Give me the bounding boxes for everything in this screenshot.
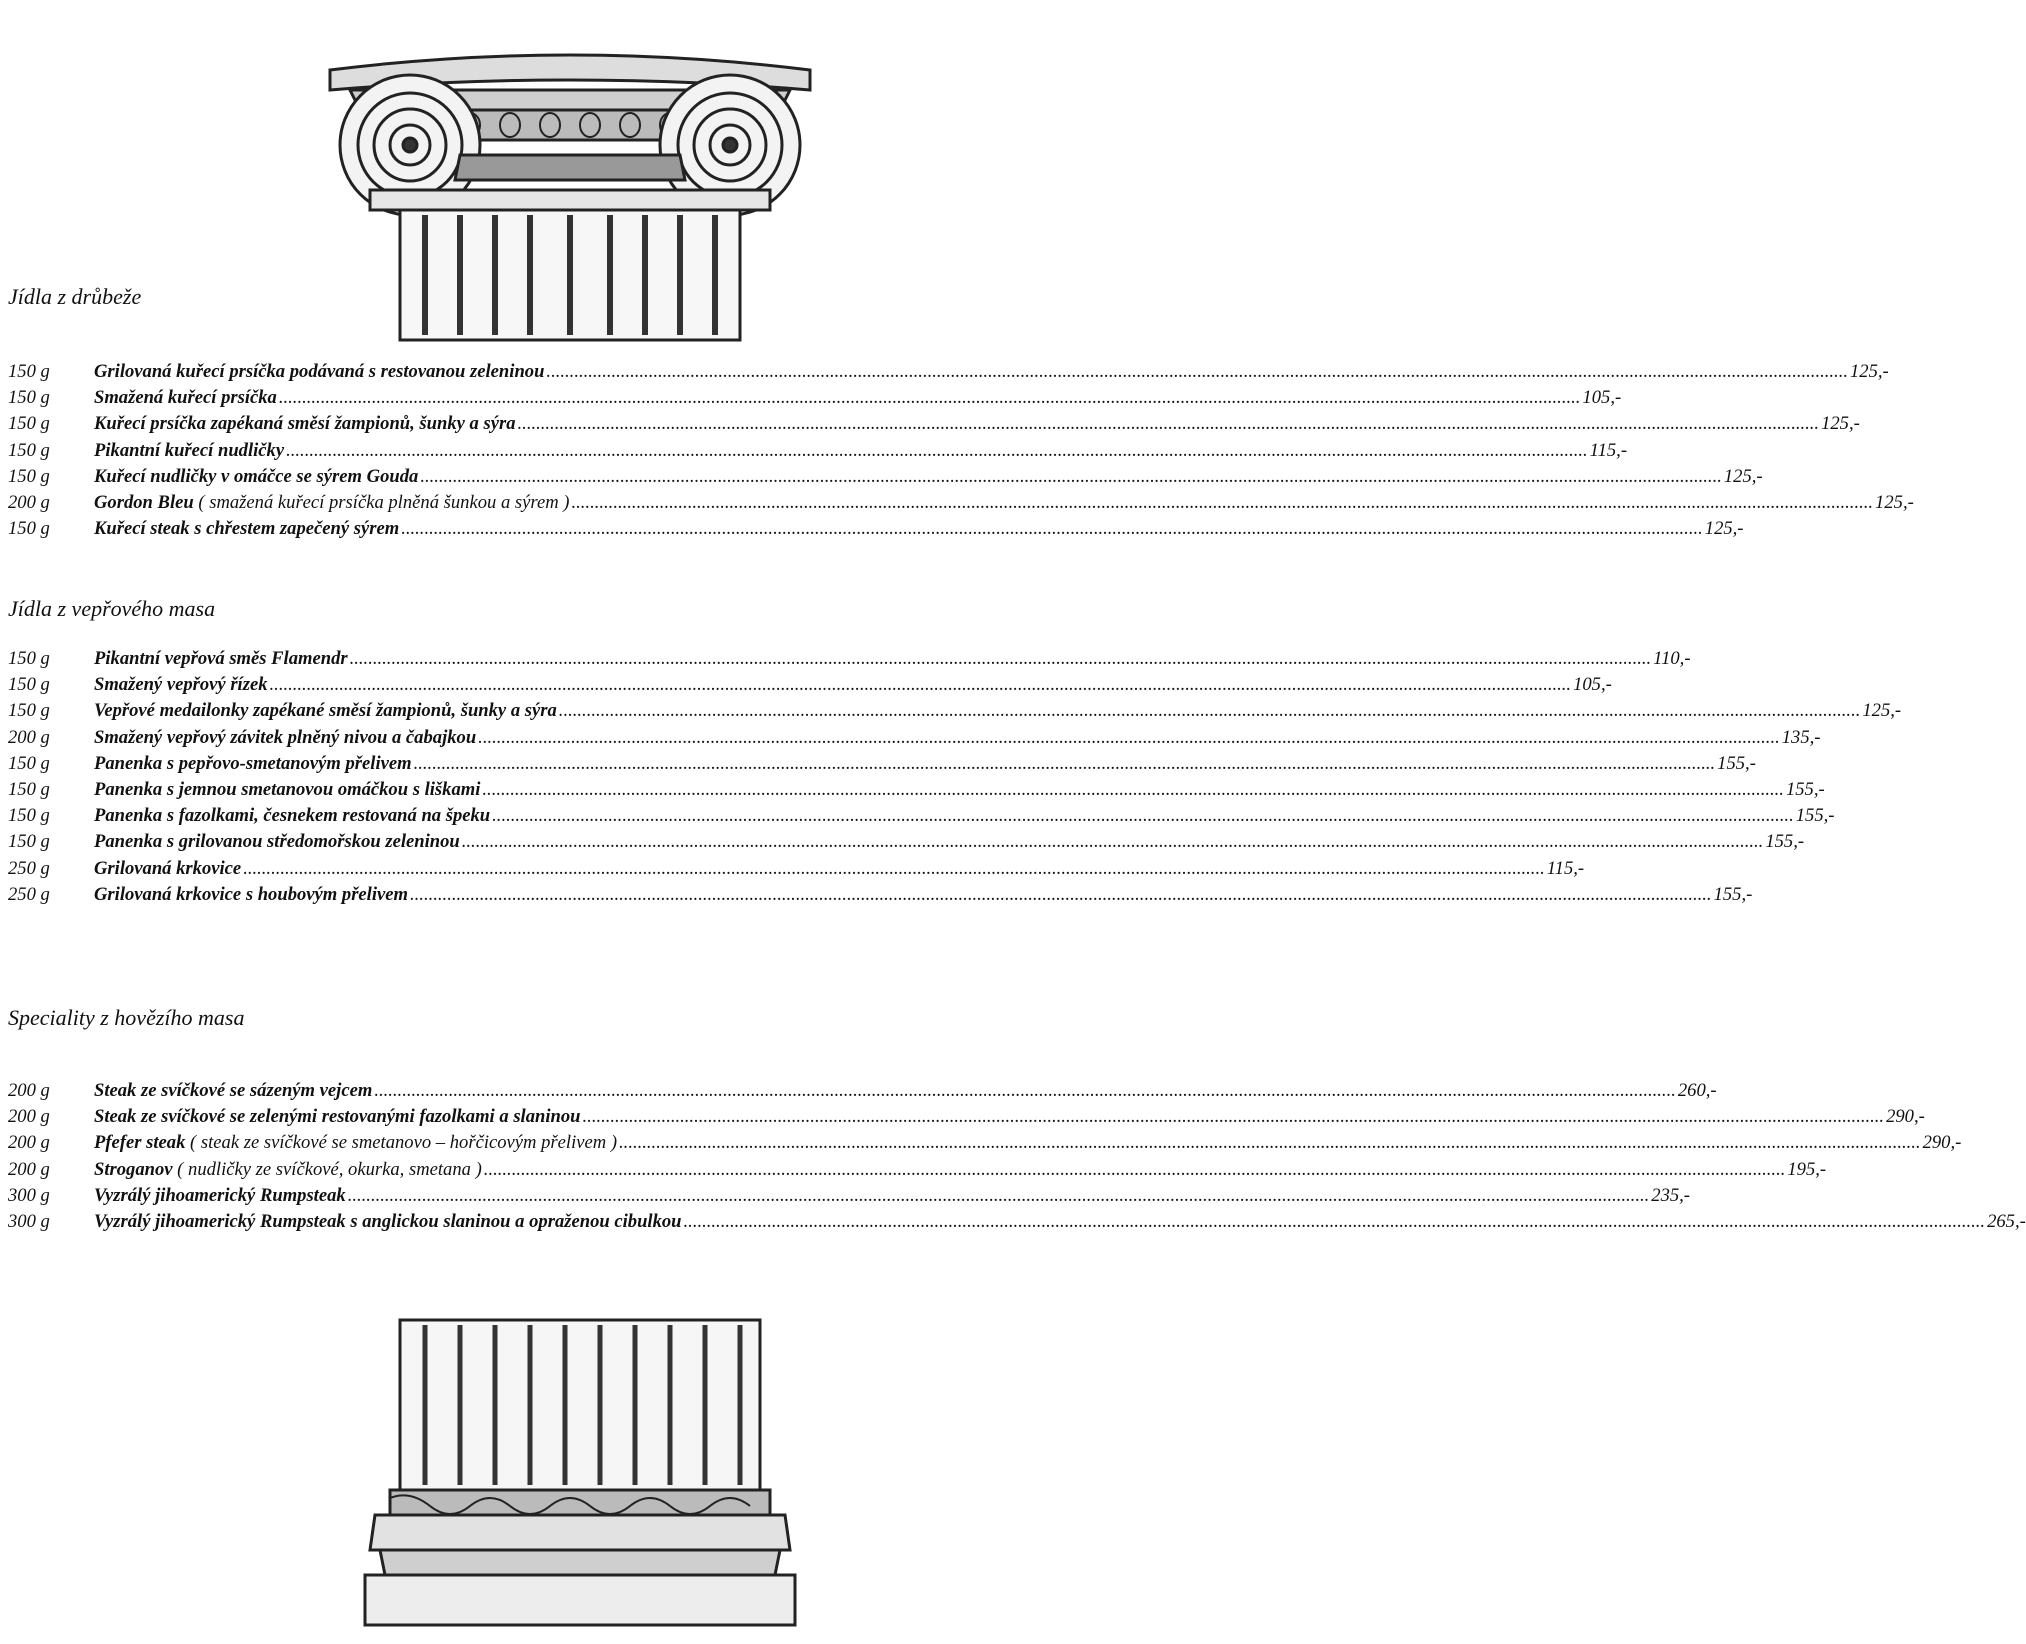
item-price: 125,- [1723, 465, 1763, 487]
item-price: 195,- [1787, 1158, 1827, 1180]
item-weight: 200 g [8, 726, 50, 748]
item-price: 155,- [1795, 805, 1835, 827]
item-price: 125,- [1875, 491, 1914, 513]
menu-item [8, 413, 1860, 439]
item-weight: 200 g [8, 1158, 50, 1180]
item-price: 290,- [1922, 1132, 1962, 1154]
item-name: Kuřecí prsíčka zapékaná směsí žampionů, šunky a sýra [94, 413, 516, 435]
item-name: Smažený vepřový řízek [94, 674, 268, 696]
dot-leader [684, 1211, 1986, 1233]
menu-list-pork [8, 648, 1902, 910]
item-weight: 200 g [8, 491, 50, 513]
item-name: Grilovaná krkovice [94, 857, 242, 879]
item-price: 155,- [1717, 752, 1756, 774]
item-weight: 200 g [8, 1132, 50, 1154]
dot-leader [478, 727, 1780, 749]
menu-item [8, 648, 1691, 674]
item-weight: 200 g [8, 1080, 50, 1101]
menu-item [8, 518, 1744, 544]
dot-leader [401, 518, 1703, 540]
item-price: 125,- [1862, 700, 1902, 722]
dot-leader [286, 440, 1588, 462]
item-weight: 150 g [8, 674, 50, 696]
dot-leader [410, 884, 1712, 906]
item-name: Panenka s jemnou smetanovou omáčkou s liškami [94, 778, 481, 800]
item-weight: 150 g [8, 805, 50, 827]
item-name: Panenka s grilovanou středomořskou zeleninou [94, 831, 460, 853]
item-price: 125,- [1704, 518, 1744, 540]
section-title-pork: Jídla z vepřového masa [8, 596, 216, 621]
menu-item [8, 465, 1763, 492]
ionic-capital-illustration [310, 30, 830, 350]
item-name: Steak ze svíčkové se zelenými restovanými fazolkami a slaninou [94, 1106, 581, 1128]
item-name: Grilovaná kuřecí prsíčka podávaná s restovanou zeleninou [94, 361, 545, 382]
item-name: Steak ze svíčkové se sázeným vejcem [94, 1080, 373, 1101]
menu-item [8, 439, 1628, 466]
menu-item [8, 1106, 1925, 1132]
section-title-poultry: Jídla z drůbeže [8, 284, 142, 309]
menu-item [8, 700, 1902, 726]
menu-item [8, 491, 1914, 518]
dot-leader [559, 700, 1861, 722]
item-name: Kuřecí steak s chřestem zapečený sýrem [94, 518, 400, 540]
dot-leader [518, 413, 1820, 435]
menu-item [8, 726, 1821, 753]
item-name: Smažená kuřecí prsíčka [94, 387, 277, 409]
item-weight: 150 g [8, 700, 50, 722]
dot-leader [374, 1080, 1676, 1102]
menu-item [8, 674, 1612, 700]
dot-leader [350, 648, 1652, 670]
item-name: Vepřové medailonky zapékané směsí žampionů, šunky a sýra [94, 700, 557, 722]
dot-leader [243, 858, 1545, 880]
item-weight: 250 g [8, 883, 50, 905]
menu-item [8, 387, 1622, 413]
item-price: 115,- [1546, 857, 1585, 879]
item-price: 125,- [1821, 413, 1860, 435]
item-weight: 250 g [8, 857, 50, 879]
menu-item [8, 1210, 2026, 1237]
item-price: 260,- [1677, 1080, 1717, 1101]
item-name: Vyzrálý jihoamerický Rumpsteak s anglickou slaninou a opraženou cibulkou [94, 1210, 682, 1232]
menu-list-poultry [8, 361, 1914, 544]
dot-leader [279, 387, 1581, 409]
item-price: 110,- [1653, 648, 1691, 669]
menu-item [8, 1158, 1827, 1185]
item-weight: 150 g [8, 778, 50, 800]
item-price: 265,- [1987, 1210, 2026, 1232]
item-weight: 150 g [8, 413, 50, 435]
item-weight: 150 g [8, 518, 50, 540]
item-name: Panenka s pepřovo-smetanovým přelivem [94, 752, 412, 774]
menu-item [8, 805, 1835, 831]
menu-item [8, 1184, 1690, 1211]
item-price: 155,- [1713, 883, 1753, 905]
dot-leader [484, 1159, 1786, 1181]
item-weight: 150 g [8, 361, 50, 382]
item-weight: 200 g [8, 1106, 50, 1128]
item-price: 155,- [1765, 831, 1805, 853]
item-price: 115,- [1589, 439, 1628, 461]
item-weight: 150 g [8, 387, 50, 409]
menu-item [8, 831, 1805, 857]
dot-leader [420, 466, 1722, 488]
menu-item [8, 857, 1585, 884]
item-name: Pfefer steak ( steak ze svíčkové se smetanovo – hořčicovým přelivem ) [94, 1132, 618, 1154]
item-price: 135,- [1781, 726, 1821, 748]
column-base-illustration [360, 1300, 800, 1635]
dot-leader [482, 779, 1784, 801]
item-name: Gordon Bleu ( smažená kuřecí prsíčka plněná šunkou a sýrem ) [94, 491, 570, 513]
item-price: 155,- [1785, 778, 1825, 800]
item-weight: 300 g [8, 1210, 50, 1232]
menu-item [8, 361, 1889, 387]
item-name: Pikantní kuřecí nudličky [94, 439, 285, 461]
menu-item [8, 778, 1825, 805]
item-weight: 150 g [8, 752, 50, 774]
dot-leader [348, 1185, 1650, 1207]
section-title-beef: Speciality z hovězího masa [8, 1005, 245, 1030]
item-weight: 150 g [8, 465, 50, 487]
item-name: Smažený vepřový závitek plněný nivou a čabajkou [94, 726, 477, 748]
item-name: Pikantní vepřová směs Flamendr [94, 648, 348, 669]
dot-leader [571, 492, 1873, 514]
item-weight: 150 g [8, 831, 50, 853]
item-name: Vyzrálý jihoamerický Rumpsteak [94, 1184, 346, 1206]
dot-leader [462, 831, 1764, 853]
item-weight: 300 g [8, 1184, 50, 1206]
menu-item [8, 883, 1753, 910]
item-name: Stroganov ( nudličky ze svíčkové, okurka, smetana ) [94, 1158, 482, 1180]
dot-leader [619, 1132, 1921, 1154]
item-name: Panenka s fazolkami, česnekem restovaná na špeku [94, 805, 491, 827]
item-name: Grilovaná krkovice s houbovým přelivem [94, 883, 408, 905]
dot-leader [546, 361, 1848, 383]
dot-leader [270, 674, 1572, 696]
item-price: 235,- [1651, 1184, 1690, 1206]
item-price: 125,- [1849, 361, 1889, 382]
dot-leader [583, 1106, 1885, 1128]
menu-list-beef [8, 1080, 2026, 1237]
menu-item [8, 1132, 1962, 1158]
item-price: 290,- [1886, 1106, 1925, 1128]
dot-leader [414, 753, 1716, 775]
menu-item [8, 752, 1756, 779]
item-price: 105,- [1573, 674, 1612, 696]
item-name: Kuřecí nudličky v omáčce se sýrem Gouda [94, 465, 419, 487]
item-weight: 150 g [8, 648, 50, 669]
dot-leader [492, 805, 1794, 827]
item-price: 105,- [1582, 387, 1622, 409]
item-weight: 150 g [8, 439, 50, 461]
menu-item [8, 1080, 1717, 1106]
